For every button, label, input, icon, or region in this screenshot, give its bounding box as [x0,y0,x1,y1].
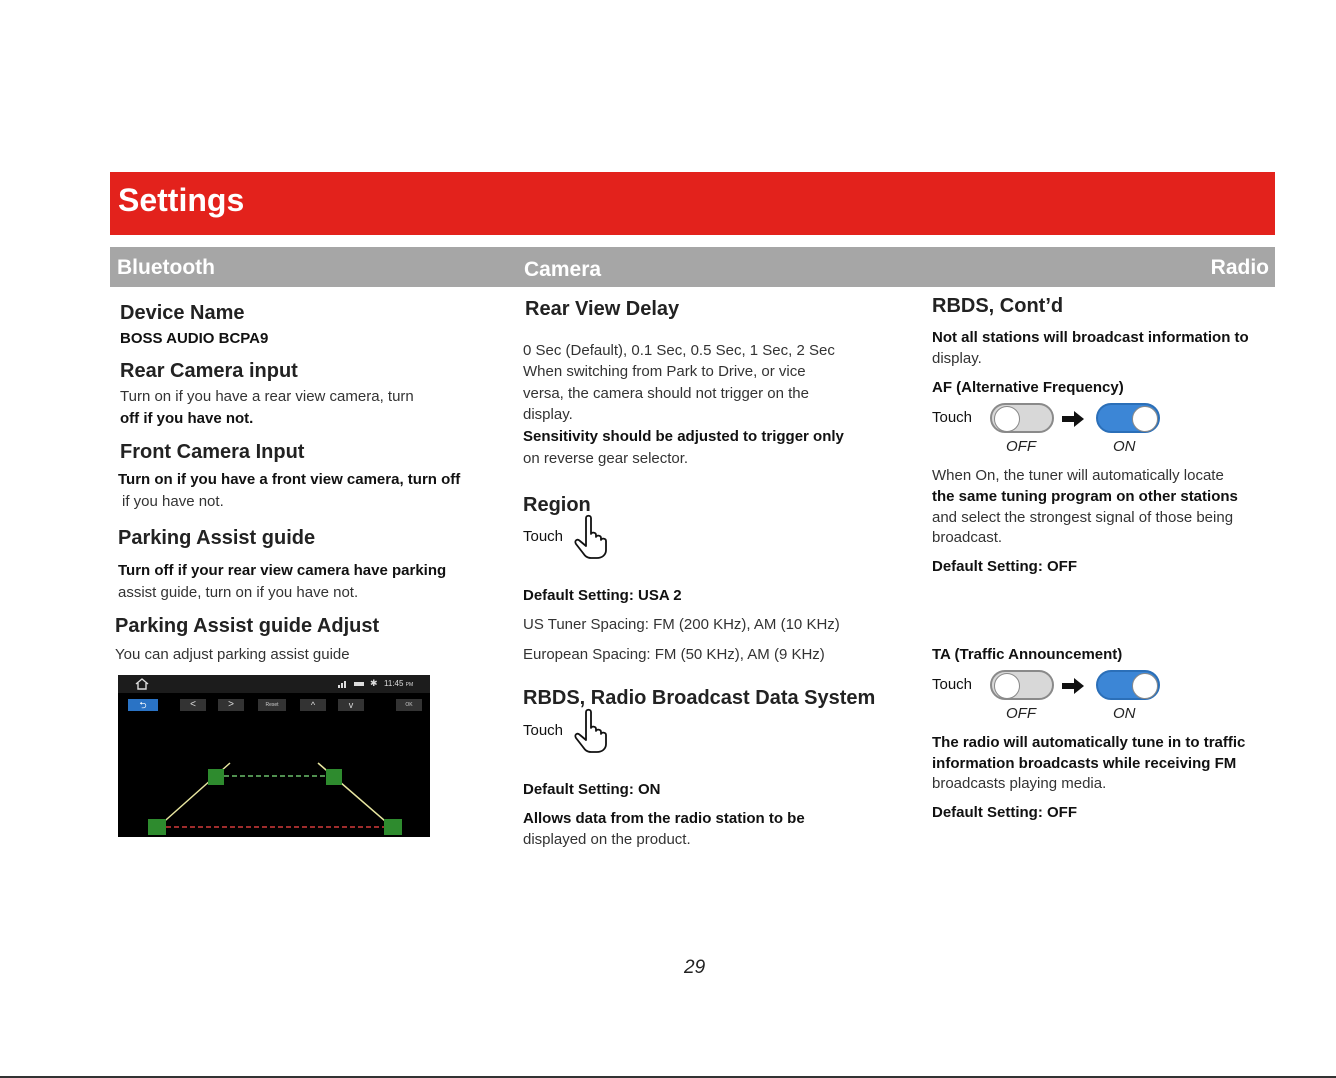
parking-assist-text-2: assist guide, turn on if you have not. [118,584,359,601]
toggle-knob [1132,406,1158,432]
rear-view-delay-options: 0 Sec (Default), 0.1 Sec, 0.5 Sec, 1 Sec, 2 Sec [523,342,835,359]
front-camera-text-2: if you have not. [122,493,224,510]
rbds-heading: RBDS, Radio Broadcast Data System [523,687,876,709]
rear-view-delay-heading: Rear View Delay [525,298,680,320]
ta-touch-label: Touch [932,676,973,693]
ta-toggle-on[interactable] [1096,670,1160,700]
parking-assist-heading: Parking Assist guide [118,527,316,549]
region-heading: Region [523,494,591,516]
af-text-4: broadcast. [932,529,1003,546]
arrow-right-icon [1060,677,1086,695]
hand-pointer-icon [572,708,612,754]
guide-handle-top-left[interactable] [208,769,224,785]
af-default-setting: Default Setting: OFF [932,558,1077,575]
rear-camera-text-1: Turn on if you have a rear view camera, turn [120,388,414,405]
rear-view-delay-text-4: Sensitivity should be adjusted to trigger only [523,428,844,445]
front-camera-heading: Front Camera Input [120,441,305,463]
hand-pointer-icon [572,514,612,560]
toggle-knob [1132,673,1158,699]
af-toggle-off[interactable] [990,403,1054,433]
ta-on-label: ON [1113,705,1136,722]
parking-guide-screenshot [118,675,430,837]
up-button[interactable]: ^ [300,699,326,711]
down-button[interactable]: v [338,699,364,711]
ta-text-2: information broadcasts while receiving FM [932,755,1237,772]
ok-button[interactable]: OK [396,699,422,711]
af-heading: AF (Alternative Frequency) [932,379,1124,396]
left-button[interactable]: < [180,699,206,711]
guide-handle-top-right[interactable] [326,769,342,785]
ta-text-3: broadcasts playing media. [932,775,1107,792]
af-off-label: OFF [1006,438,1036,455]
subsection-bluetooth: Bluetooth [117,256,215,279]
rbds-contd-text-2: display. [932,350,982,367]
page-number: 29 [684,957,706,978]
rbds-contd-text-1: Not all stations will broadcast information to [932,329,1249,346]
region-default-setting: Default Setting: USA 2 [523,587,682,604]
rear-view-delay-text-1: When switching from Park to Drive, or vice [523,363,806,380]
section-title-bar [110,172,1275,235]
af-text-1-value: When On, the tuner will automatically locate [932,467,1224,484]
rbds-touch-label: Touch [523,722,564,739]
ta-heading: TA (Traffic Announcement) [932,646,1123,663]
device-name-heading: Device Name [120,302,245,324]
reset-button[interactable]: Reset [258,699,286,711]
subsection-bar [110,247,1275,287]
ta-text-1: The radio will automatically tune in to traffic [932,734,1246,751]
ta-off-label: OFF [1006,705,1036,722]
af-text-3: and select the strongest signal of those being [932,509,1234,526]
rbds-text-1: Allows data from the radio station to be [523,810,805,827]
status-time-suffix: PM [405,682,414,688]
status-time-value: 11:45 [384,679,404,688]
parking-assist-adjust-text: You can adjust parking assist guide [115,646,350,663]
toggle-knob [994,673,1020,699]
rear-view-delay-text-2: versa, the camera should not trigger on the [523,385,809,402]
rbds-text-2: displayed on the product. [523,831,691,848]
toggle-knob [994,406,1020,432]
subsection-camera: Camera [524,258,602,281]
af-toggle-on[interactable] [1096,403,1160,433]
rear-camera-heading: Rear Camera input [120,360,298,382]
region-touch-label: Touch [523,528,564,545]
european-spacing: European Spacing: FM (50 KHz), AM (9 KHz) [523,646,825,663]
guide-handle-bottom-left[interactable] [148,819,166,835]
guide-handle-bottom-right[interactable] [384,819,402,835]
us-tuner-spacing: US Tuner Spacing: FM (200 KHz), AM (10 KHz) [523,616,840,633]
back-button[interactable]: ⮌ [128,699,158,711]
rbds-default-setting: Default Setting: ON [523,781,661,798]
af-touch-label: Touch [932,409,973,426]
af-on-label: ON [1113,438,1136,455]
parking-assist-adjust-heading: Parking Assist guide Adjust [115,615,380,637]
arrow-right-icon [1060,410,1086,428]
bluetooth-icon: ✱ [370,678,378,688]
rear-view-delay-text-3: display. [523,406,573,423]
subsection-radio: Radio [1210,256,1269,279]
front-camera-text-1: Turn on if you have a front view camera, turn off [118,471,461,488]
section-title: Settings [118,182,245,218]
ta-default-setting: Default Setting: OFF [932,804,1077,821]
right-button[interactable]: > [218,699,244,711]
parking-assist-text-1: Turn off if your rear view camera have parking [118,562,447,579]
rear-camera-text-2: off if you have not. [120,410,254,427]
device-name-value: BOSS AUDIO BCPA9 [120,330,269,347]
af-text-2: the same tuning program on other stations [932,488,1238,505]
rbds-contd-heading: RBDS, Cont’d [932,295,1064,317]
ta-toggle-off[interactable] [990,670,1054,700]
parking-guide-lines [118,675,430,837]
af-text-1 [932,467,1224,484]
rear-view-delay-text-5: on reverse gear selector. [523,450,689,467]
